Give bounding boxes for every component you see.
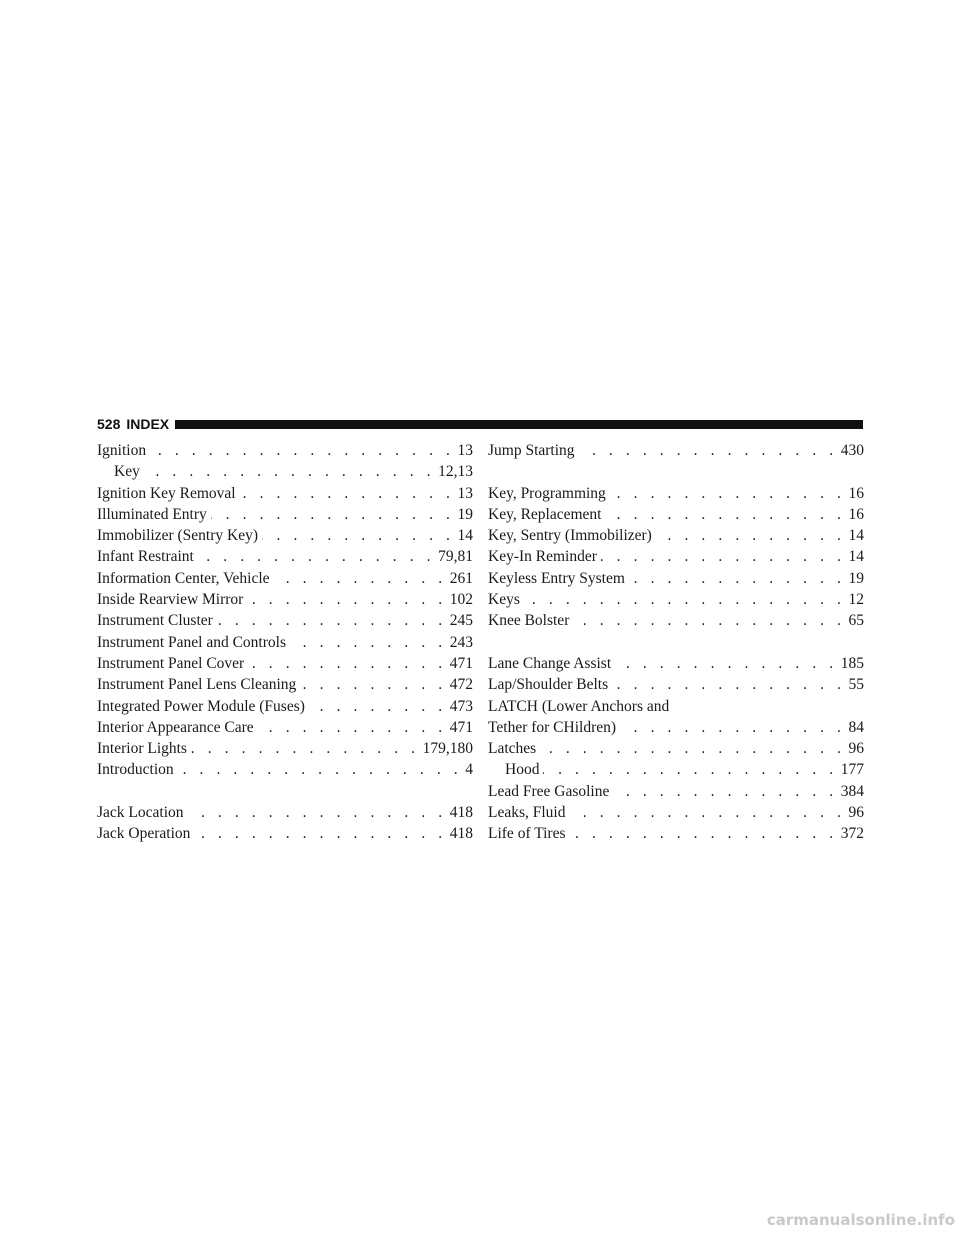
entry-page-number: 418 — [449, 804, 473, 822]
entry-page-number: 243 — [449, 633, 473, 651]
index-entry — [97, 546, 473, 567]
index-entry — [97, 568, 473, 589]
entry-page-number: 14 — [457, 527, 473, 545]
entry-term: Interior Lights — [97, 740, 187, 758]
entry-page-number: 418 — [449, 825, 473, 843]
entry-page-number: 472 — [449, 676, 473, 694]
watermark: carmanualsonline.info — [766, 1211, 955, 1229]
dot-leader — [290, 632, 447, 653]
index-entry — [97, 653, 473, 674]
entry-term: Ignition — [97, 442, 147, 459]
entry-page-number: 471 — [449, 718, 473, 736]
index-entry — [488, 738, 864, 759]
entry-term: Jack Operation — [97, 825, 191, 843]
dot-leader — [274, 568, 447, 589]
entry-page-number: 372 — [840, 825, 864, 843]
entry-gap — [97, 781, 473, 802]
dot-leader — [612, 674, 845, 695]
index-entry — [97, 440, 473, 461]
entry-term: Knee Bolster — [488, 612, 570, 630]
index-entry — [488, 546, 864, 567]
index-entry — [488, 568, 864, 589]
entry-page-number: 13 — [457, 442, 473, 459]
dot-leader — [540, 738, 845, 759]
index-entry — [488, 483, 864, 504]
dot-leader — [248, 653, 447, 674]
dot-leader — [258, 717, 447, 738]
entry-term: Lead Free Gasoline — [488, 782, 610, 800]
index-entry — [488, 653, 864, 674]
index-entry — [97, 738, 473, 759]
index-entry — [488, 717, 864, 738]
index-entry — [488, 504, 864, 525]
index-entry — [97, 589, 473, 610]
dot-leader — [178, 759, 463, 780]
entry-page-number: 55 — [848, 676, 864, 694]
entry-page-number: 4 — [465, 761, 473, 779]
index-column-left — [97, 440, 473, 845]
entry-term: Instrument Panel Cover — [97, 654, 245, 672]
index-entry — [97, 717, 473, 738]
entry-page-number: 65 — [848, 612, 864, 630]
index-entry — [488, 823, 864, 844]
entry-term: Infant Restraint — [97, 548, 194, 566]
entry-page-number: 12 — [848, 591, 864, 609]
entry-page-number: 473 — [449, 697, 473, 715]
dot-leader — [262, 525, 455, 546]
dot-leader — [570, 823, 838, 844]
dot-leader — [573, 610, 845, 631]
index-entry — [97, 759, 473, 780]
header-rule — [175, 420, 863, 429]
entry-term: Latches — [488, 740, 537, 758]
index-entry — [488, 525, 864, 546]
entry-page-number: 177 — [840, 761, 864, 779]
entry-page-number: 79,81 — [438, 548, 473, 566]
entry-page-number: 19 — [848, 569, 864, 587]
entry-term: Ignition Key Removal — [97, 484, 236, 502]
entry-page-number: 179,180 — [422, 740, 473, 758]
dot-leader — [615, 653, 838, 674]
index-entry — [488, 674, 864, 695]
entry-term: Keyless Entry System — [488, 569, 625, 587]
dot-leader — [309, 696, 447, 717]
index-entry — [97, 525, 473, 546]
entry-term: Inside Rearview Mirror — [97, 591, 244, 609]
entry-page-number: 384 — [840, 782, 864, 800]
dot-leader — [194, 823, 446, 844]
dot-leader — [610, 483, 846, 504]
index-entry — [97, 802, 473, 823]
index-entry — [488, 802, 864, 823]
dot-leader — [240, 483, 455, 504]
entry-page-number: 16 — [848, 505, 864, 523]
entry-page-number: 430 — [840, 442, 864, 459]
index-entry — [97, 610, 473, 631]
page-header — [97, 415, 863, 433]
dot-leader — [629, 568, 846, 589]
dot-leader — [579, 440, 838, 461]
entry-term: Immobilizer (Sentry Key) — [97, 527, 258, 545]
dot-leader — [601, 546, 846, 567]
dot-leader — [656, 525, 846, 546]
entry-term: Illuminated Entry — [97, 505, 207, 523]
dot-leader — [247, 589, 446, 610]
index-entry — [97, 632, 473, 653]
entry-page-number: 14 — [848, 548, 864, 566]
index-column-right — [488, 440, 864, 845]
entry-page-number: 96 — [848, 740, 864, 758]
entry-term: Information Center, Vehicle — [97, 569, 270, 587]
dot-leader — [570, 802, 846, 823]
entry-page-number: 14 — [848, 527, 864, 545]
dot-leader — [605, 504, 845, 525]
index-entry — [97, 504, 473, 525]
dot-leader — [198, 546, 435, 567]
entry-term: Keys — [488, 591, 520, 609]
index-entry — [97, 674, 473, 695]
entry-term: Interior Appearance Care — [97, 718, 254, 736]
entry-term: LATCH (Lower Anchors and — [488, 697, 670, 715]
entry-term: Key, Programming — [488, 484, 606, 502]
entry-term: Integrated Power Module (Fuses) — [97, 697, 305, 715]
index-entry — [488, 696, 864, 717]
entry-gap — [488, 632, 864, 653]
index-subentry — [97, 461, 473, 482]
entry-page-number: 185 — [840, 654, 864, 672]
entry-term: Hood — [505, 761, 540, 779]
entry-term: Introduction — [97, 761, 174, 779]
index-entry — [488, 610, 864, 631]
entry-page-number: 16 — [848, 484, 864, 502]
section-title: INDEX — [126, 416, 170, 432]
entry-page-number: 13 — [457, 484, 473, 502]
dot-leader — [543, 759, 837, 780]
index-entry — [488, 781, 864, 802]
entry-page-number: 12,13 — [438, 463, 473, 481]
dot-leader — [191, 738, 420, 759]
index-entry — [97, 483, 473, 504]
entry-term: Key, Sentry (Immobilizer) — [488, 527, 652, 545]
entry-term: Instrument Cluster — [97, 612, 213, 630]
index-entry — [97, 823, 473, 844]
dot-leader — [524, 589, 846, 610]
dot-leader — [150, 440, 454, 461]
entry-page-number: 245 — [449, 612, 473, 630]
entry-page-number: 96 — [848, 804, 864, 822]
entry-page-number: 471 — [449, 654, 473, 672]
entry-page-number: 102 — [449, 591, 473, 609]
entry-term: Lane Change Assist — [488, 654, 612, 672]
index-entry — [488, 589, 864, 610]
entry-term: Key, Replacement — [488, 505, 602, 523]
dot-leader — [613, 781, 837, 802]
dot-leader — [144, 461, 435, 482]
entry-term: Lap/Shoulder Belts — [488, 676, 609, 694]
index-entry — [97, 696, 473, 717]
entry-page-number: 261 — [449, 569, 473, 587]
index-entry — [488, 440, 864, 461]
dot-leader — [188, 802, 447, 823]
entry-term: Leaks, Fluid — [488, 804, 566, 822]
entry-term: Instrument Panel Lens Cleaning — [97, 676, 297, 694]
page-number: 528 — [97, 416, 121, 432]
index-subentry — [488, 759, 864, 780]
dot-leader — [620, 717, 845, 738]
entry-page-number: 19 — [457, 505, 473, 523]
entry-term: Tether for CHildren) — [488, 718, 617, 736]
entry-term: Key-In Reminder — [488, 548, 597, 566]
entry-gap — [488, 461, 864, 482]
dot-leader — [211, 504, 455, 525]
dot-leader — [217, 610, 447, 631]
entry-term: Jack Location — [97, 804, 184, 822]
dot-leader — [300, 674, 446, 695]
entry-term: Key — [114, 463, 140, 481]
entry-term: Instrument Panel and Controls — [97, 633, 286, 651]
entry-term: Life of Tires — [488, 825, 566, 843]
entry-term: Jump Starting — [488, 442, 575, 459]
entry-page-number: 84 — [848, 718, 864, 736]
